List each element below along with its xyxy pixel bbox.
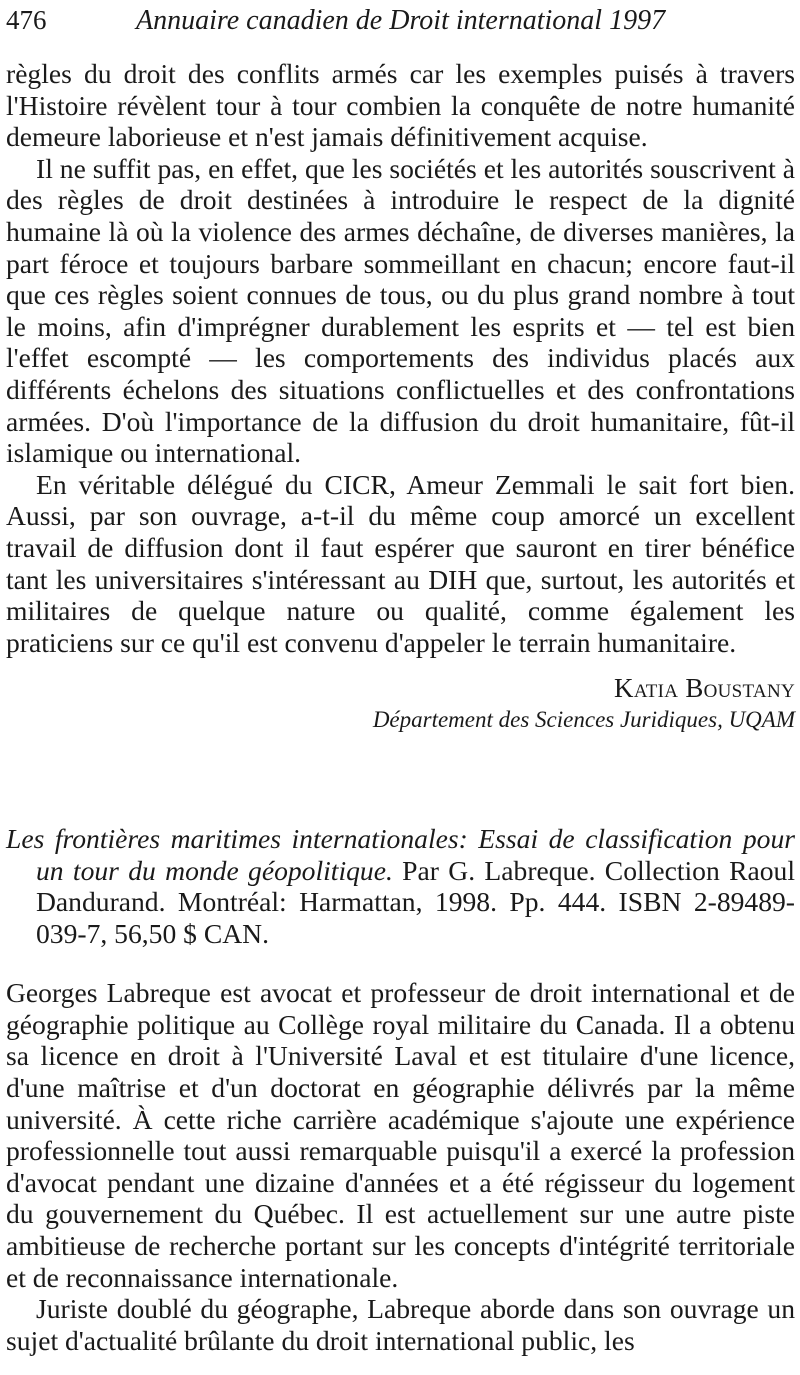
page-number: 476 bbox=[6, 5, 47, 35]
review-paragraph-continued: règles du droit des conflits armés car les exemples puisés à travers l'Histoire révèlent tour à tour combien la conquête de notre humanité demeure laborieuse et n'est jamais définitivement acquise. bbox=[6, 58, 795, 153]
book-page bbox=[6, 0, 795, 1356]
review-paragraph: En véritable délégué du CICR, Ameur Zemmali le sait fort bien. Aussi, par son ouvrage, a-t-il du même coup amorcé un excellent travail de diffusion dont il faut espérer que sauront en tirer bénéfice tant les universitaires s'intéressant au DIH que, surtout, les autorités et militaires de quelque nature ou qualité, comme également les praticiens sur ce qu'il est convenu d'appeler le terrain humanitaire. bbox=[6, 468, 795, 658]
reviewer-affiliation: Département des Sciences Juridiques, UQAM bbox=[372, 707, 795, 733]
review-paragraph: Georges Labreque est avocat et professeur de droit international et de géographie politique au Collège royal militaire du Canada. Il a obtenu sa licence en droit à l'Université Laval et est titulaire d'une licence, d'une maîtrise et d'un doctorat en géographie délivrés par la même université. À cette riche carrière académique s'ajoute une expérience professionnelle tout aussi remarquable puisqu'il a exercé la profession d'avocat pendant une dizaine d'années et a été régisseur du logement du gouvernement du Québec. Il est actuellement sur une autre piste ambitieuse de recherche portant sur les concepts d'intégrité territoriale et de reconnaissance internationale. bbox=[6, 977, 795, 1293]
running-head bbox=[6, 0, 795, 40]
book-citation bbox=[6, 823, 795, 949]
book-title: Les frontières maritimes internationales: Essai de classification pour un tour du monde géopolitique. bbox=[6, 823, 795, 886]
reviewer-name: Katia Boustany bbox=[614, 673, 795, 704]
book-publication-details: Par G. Labreque. Collection Raoul Dandurand. Montréal: Harmattan, 1998. Pp. 444. ISBN 2-89489-039-7, 56,50 $ CAN. bbox=[36, 854, 795, 950]
review-paragraph: Juriste doublé du géographe, Labreque aborde dans son ouvrage un sujet d'actualité brûlante du droit international public, les bbox=[6, 1293, 795, 1356]
review-paragraph: Il ne suffit pas, en effet, que les sociétés et les autorités souscrivent à des règles de droit destinées à introduire le respect de la dignité humaine là où la violence des armes déchaîne, de diverses manières, la part féroce et toujours barbare sommeillant en chacun; encore faut-il que ces règles soient connues de tous, ou du plus grand nombre à tout le moins, afin d'imprégner durablement les esprits et — tel est bien l'effet escompté — les comportements des individus placés aux différents échelons des situations conflictuelles et des confrontations armées. D'où l'importance de la diffusion du droit humanitaire, fût-il islamique ou international. bbox=[6, 152, 795, 469]
reviewer-signature bbox=[6, 670, 795, 734]
journal-title: Annuaire canadien de Droit international 1997 bbox=[136, 5, 666, 36]
